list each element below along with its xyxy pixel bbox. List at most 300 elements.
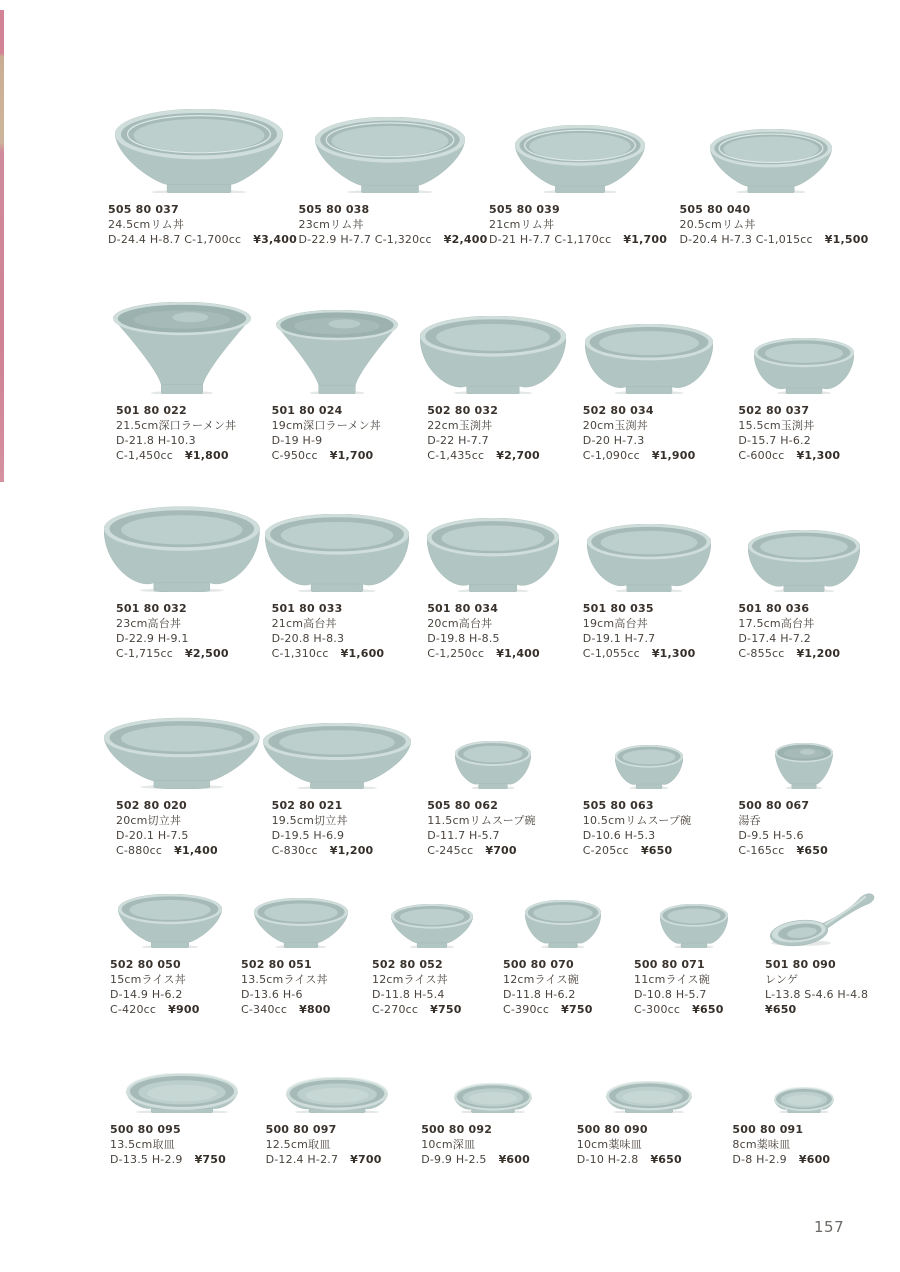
product-price: ¥600 [798, 1153, 831, 1166]
product-card [104, 105, 295, 247]
product-info-line [427, 843, 571, 858]
product-name: 20cm高台丼 [427, 617, 493, 630]
product-text [260, 601, 416, 661]
product-card [497, 878, 628, 1017]
product-price: ¥3,400 [253, 233, 297, 246]
product-info-line [266, 1152, 416, 1167]
product-info-line [272, 646, 416, 661]
product-info-line [272, 448, 416, 463]
page-number: 157 [814, 1218, 845, 1236]
product-photo-round [104, 502, 260, 592]
product-text [260, 403, 416, 463]
product-name: 19cm高台丼 [582, 617, 648, 630]
product-code-line [489, 202, 676, 217]
product-text [497, 957, 628, 1017]
product-info-line [427, 813, 571, 828]
product-spec: D-21.8 H-10.3 [116, 434, 196, 447]
product-info-line [272, 418, 416, 433]
product-code-line [503, 957, 628, 972]
product-name: 湯呑 [738, 814, 761, 827]
product-code-line [108, 202, 295, 217]
product-text [104, 798, 260, 858]
product-price: ¥700 [485, 844, 517, 857]
product-code: 505 80 063 [582, 799, 654, 812]
product-price: ¥1,900 [651, 449, 696, 462]
product-info-line [583, 418, 727, 433]
product-name: 8cm薬味皿 [732, 1138, 791, 1151]
product-code-line [266, 1122, 416, 1137]
product-spec: D-9.5 H-5.6 [738, 829, 804, 842]
product-spec: D-20.8 H-8.3 [271, 632, 345, 645]
product-price: ¥750 [430, 1003, 462, 1016]
product-photo-flare [260, 298, 416, 394]
product-info-line [241, 972, 366, 987]
product-spec: C-245cc [427, 844, 474, 857]
product-spec: D-21 H-7.7 C-1,170cc [489, 233, 612, 246]
product-info-line [765, 972, 890, 987]
product-code-line [427, 798, 571, 813]
product-spec: D-12.4 H-2.7 [265, 1153, 339, 1166]
product-info-line [299, 232, 486, 247]
product-card [571, 711, 727, 858]
product-text [415, 1122, 571, 1167]
product-card [485, 105, 676, 247]
product-name: レンゲ [765, 973, 799, 986]
product-name: 10cm深皿 [421, 1138, 476, 1151]
product-info-line [116, 616, 260, 631]
product-photo-flare [104, 298, 260, 394]
product-info-line [427, 828, 571, 843]
product-code-line [427, 601, 571, 616]
product-card [628, 878, 759, 1017]
product-code: 501 80 035 [582, 602, 654, 615]
product-info-line [266, 1137, 416, 1152]
product-name: 12cmライス碗 [503, 973, 579, 986]
product-code: 500 80 091 [732, 1123, 804, 1136]
product-name: 19cm深口ラーメン丼 [271, 419, 382, 432]
product-text [676, 202, 867, 247]
product-price: ¥1,700 [623, 233, 668, 246]
product-card [571, 1061, 727, 1167]
product-text [366, 957, 497, 1017]
product-photo-low [366, 878, 497, 948]
product-info-line [241, 1002, 366, 1017]
product-code: 505 80 037 [108, 203, 179, 216]
product-spec: D-14.9 H-6.2 [110, 988, 183, 1001]
product-card [235, 878, 366, 1017]
product-info-line [680, 217, 867, 232]
product-spec: C-270cc [372, 1003, 419, 1016]
product-price: ¥800 [299, 1003, 331, 1016]
product-code-line [116, 403, 260, 418]
product-info-line [116, 631, 260, 646]
product-code: 505 80 039 [489, 203, 560, 216]
product-price: ¥650 [796, 844, 828, 857]
product-card [571, 298, 727, 463]
product-text [415, 403, 571, 463]
product-code-line [583, 798, 727, 813]
product-name: 20cm切立丼 [116, 814, 182, 827]
product-info-line [738, 828, 882, 843]
product-code-line [583, 601, 727, 616]
product-photo-low [104, 878, 235, 948]
product-spec: C-1,055cc [582, 647, 640, 660]
product-code-line [272, 601, 416, 616]
product-card [104, 1061, 260, 1167]
product-name: 20.5cmリム丼 [679, 218, 756, 231]
product-text [104, 957, 235, 1017]
product-card [726, 298, 882, 463]
product-photo-low [235, 878, 366, 948]
product-name: 11cmライス碗 [634, 973, 710, 986]
product-info-line [680, 232, 867, 247]
product-photo-plate [260, 1061, 416, 1113]
product-info-line [583, 616, 727, 631]
product-info-line [489, 217, 676, 232]
product-price: ¥900 [168, 1003, 200, 1016]
product-info-line [110, 1152, 260, 1167]
product-photo-round [260, 502, 416, 592]
product-price: ¥1,800 [185, 449, 229, 462]
product-spec: C-1,435cc [427, 449, 485, 462]
product-name: 21cm高台丼 [271, 617, 337, 630]
product-card [104, 711, 260, 858]
product-price: ¥750 [561, 1003, 593, 1016]
product-code: 502 80 032 [427, 404, 499, 417]
product-code-line [421, 1122, 571, 1137]
product-info-line [421, 1152, 571, 1167]
product-code-line [241, 957, 366, 972]
product-spec: D-11.7 H-5.7 [427, 829, 500, 842]
product-card [415, 711, 571, 858]
product-text [485, 202, 676, 247]
product-photo-small [415, 711, 571, 789]
product-info-line [372, 1002, 497, 1017]
product-code-line [110, 957, 235, 972]
product-code: 502 80 052 [372, 958, 443, 971]
product-spec: D-8 H-2.9 [732, 1153, 787, 1166]
product-info-line [738, 631, 882, 646]
product-info-line [503, 1002, 628, 1017]
product-info-line [577, 1152, 727, 1167]
product-photo-plate [415, 1061, 571, 1113]
product-price: ¥1,400 [496, 647, 540, 660]
product-card [759, 878, 890, 1017]
product-code-line [738, 403, 882, 418]
product-text [571, 798, 727, 858]
product-spec: D-24.4 H-8.7 C-1,700cc [108, 233, 242, 246]
product-name: 21.5cm深口ラーメン丼 [116, 419, 237, 432]
product-price: ¥650 [765, 1003, 797, 1016]
product-spec: C-1,715cc [116, 647, 174, 660]
product-spec: C-165cc [738, 844, 785, 857]
product-name: 23cm高台丼 [116, 617, 182, 630]
product-photo-small [497, 878, 628, 948]
product-card [415, 298, 571, 463]
product-code: 500 80 070 [503, 958, 574, 971]
product-code-line [583, 403, 727, 418]
product-name: 19.5cm切立丼 [271, 814, 348, 827]
product-spec: D-19 H-9 [271, 434, 323, 447]
product-text [415, 601, 571, 661]
product-info-line [272, 631, 416, 646]
product-photo-small [571, 711, 727, 789]
product-info-line [583, 646, 727, 661]
product-spec: D-19.1 H-7.7 [582, 632, 656, 645]
product-price: ¥2,500 [185, 647, 229, 660]
product-spec: D-10.8 H-5.7 [634, 988, 707, 1001]
product-code: 502 80 050 [110, 958, 181, 971]
product-code: 500 80 067 [738, 799, 810, 812]
product-code-line [738, 798, 882, 813]
product-card [415, 502, 571, 661]
product-code-line [738, 601, 882, 616]
product-photo-rim [676, 105, 867, 193]
product-text [571, 403, 727, 463]
product-code-line [272, 403, 416, 418]
product-card [726, 1061, 882, 1167]
product-code: 505 80 038 [298, 203, 370, 216]
product-spec: C-950cc [271, 449, 318, 462]
product-text [726, 601, 882, 661]
product-info-line [503, 987, 628, 1002]
product-price: ¥650 [640, 844, 673, 857]
product-card [676, 105, 867, 247]
product-price: ¥600 [498, 1153, 530, 1166]
product-spec: D-10 H-2.8 [576, 1153, 639, 1166]
product-info-line [765, 987, 890, 1002]
product-text [628, 957, 759, 1017]
product-info-line [116, 813, 260, 828]
product-code: 501 80 033 [271, 602, 343, 615]
product-card [295, 105, 486, 247]
product-code-line [634, 957, 759, 972]
product-name: 23cmリム丼 [298, 218, 364, 231]
product-photo-plate [726, 1061, 882, 1113]
product-info-line [116, 448, 260, 463]
product-spec: C-600cc [738, 449, 785, 462]
product-info-line [427, 448, 571, 463]
product-spec: D-20.1 H-7.5 [116, 829, 189, 842]
product-photo-rim [485, 105, 676, 193]
product-text [726, 403, 882, 463]
product-text [295, 202, 486, 247]
product-code: 502 80 021 [271, 799, 343, 812]
product-card [571, 502, 727, 661]
product-price: ¥1,200 [796, 647, 841, 660]
product-photo-low [260, 711, 416, 789]
product-info-line [738, 433, 882, 448]
product-spec: D-11.8 H-6.2 [503, 988, 576, 1001]
product-spec: C-880cc [116, 844, 163, 857]
product-text [415, 798, 571, 858]
product-info-line [503, 972, 628, 987]
product-code-line [765, 957, 890, 972]
product-spec: D-20 H-7.3 [582, 434, 645, 447]
product-code-line [732, 1122, 882, 1137]
product-text [726, 1122, 882, 1167]
product-name: 22cm玉渕丼 [427, 419, 493, 432]
product-photo-round [415, 502, 571, 592]
product-price: ¥650 [650, 1153, 682, 1166]
product-info-line [116, 433, 260, 448]
product-card [260, 502, 416, 661]
product-code: 502 80 037 [738, 404, 810, 417]
product-info-line [272, 433, 416, 448]
product-price: ¥1,500 [824, 233, 869, 246]
product-text [104, 403, 260, 463]
product-code-line [372, 957, 497, 972]
product-price: ¥1,300 [796, 449, 841, 462]
product-text [260, 1122, 416, 1167]
product-info-line [634, 972, 759, 987]
product-photo-rim [104, 105, 295, 193]
product-spec: C-1,450cc [116, 449, 174, 462]
product-spec: C-390cc [503, 1003, 550, 1016]
product-catalog-grid [104, 0, 890, 1167]
product-price: ¥750 [194, 1153, 226, 1166]
product-name: 10cm薬味皿 [576, 1138, 642, 1151]
product-code-line [680, 202, 867, 217]
product-name: 11.5cmリムスープ碗 [427, 814, 536, 827]
product-code: 500 80 095 [110, 1123, 181, 1136]
product-text [104, 1122, 260, 1167]
product-code: 500 80 097 [265, 1123, 337, 1136]
product-info-line [427, 433, 571, 448]
product-spec: C-1,310cc [271, 647, 329, 660]
product-info-line [738, 418, 882, 433]
product-text [726, 798, 882, 858]
product-price: ¥1,300 [651, 647, 696, 660]
product-info-line [583, 631, 727, 646]
product-info-line [583, 828, 727, 843]
product-text [260, 798, 416, 858]
product-code: 500 80 071 [634, 958, 705, 971]
product-code: 501 80 034 [427, 602, 499, 615]
product-photo-low [104, 711, 260, 789]
product-spec: D-19.5 H-6.9 [271, 829, 345, 842]
product-text [571, 601, 727, 661]
product-photo-plate [571, 1061, 727, 1113]
product-info-line [738, 448, 882, 463]
product-text [571, 1122, 727, 1167]
product-spec: C-1,250cc [427, 647, 485, 660]
product-info-line [116, 843, 260, 858]
product-info-line [738, 843, 882, 858]
product-info-line [110, 987, 235, 1002]
product-name: 13.5cmライス丼 [241, 973, 328, 986]
product-info-line [732, 1137, 882, 1152]
product-info-line [108, 217, 295, 232]
product-code: 505 80 062 [427, 799, 499, 812]
product-name: 24.5cmリム丼 [108, 218, 185, 231]
product-price: ¥2,700 [496, 449, 540, 462]
product-code-line [116, 601, 260, 616]
product-card [366, 878, 497, 1017]
product-name: 20cm玉渕丼 [582, 419, 648, 432]
product-price: ¥1,600 [340, 647, 385, 660]
product-spec: D-22 H-7.7 [427, 434, 489, 447]
product-card [104, 298, 260, 463]
product-row [104, 878, 890, 1017]
product-info-line [583, 813, 727, 828]
product-spec: D-22.9 H-9.1 [116, 632, 189, 645]
product-spec: C-1,090cc [582, 449, 640, 462]
product-price: ¥700 [350, 1153, 382, 1166]
product-code: 501 80 032 [116, 602, 187, 615]
product-code-line [427, 403, 571, 418]
product-spec: D-22.9 H-7.7 C-1,320cc [298, 233, 432, 246]
product-info-line [427, 418, 571, 433]
product-photo-round [571, 502, 727, 592]
product-spec: D-19.8 H-8.5 [427, 632, 500, 645]
product-info-line [116, 418, 260, 433]
product-spec: D-11.8 H-5.4 [372, 988, 445, 1001]
product-info-line [116, 828, 260, 843]
product-name: 12cmライス丼 [372, 973, 448, 986]
product-photo-cup [726, 711, 882, 789]
product-code-line [299, 202, 486, 217]
product-text [104, 202, 295, 247]
product-info-line [110, 1137, 260, 1152]
product-code: 501 80 090 [765, 958, 836, 971]
product-code: 505 80 040 [679, 203, 751, 216]
product-code: 501 80 036 [738, 602, 810, 615]
product-text [235, 957, 366, 1017]
product-name: 12.5cm取皿 [265, 1138, 331, 1151]
product-code: 501 80 024 [271, 404, 343, 417]
product-card [104, 878, 235, 1017]
product-info-line [634, 987, 759, 1002]
product-spec: D-15.7 H-6.2 [738, 434, 811, 447]
product-spec: D-9.9 H-2.5 [421, 1153, 487, 1166]
product-card [260, 1061, 416, 1167]
product-card [415, 1061, 571, 1167]
product-row [104, 502, 882, 661]
product-name: 15cmライス丼 [110, 973, 186, 986]
product-info-line [421, 1137, 571, 1152]
product-spec: C-855cc [738, 647, 785, 660]
product-info-line [110, 972, 235, 987]
product-row [104, 105, 869, 247]
product-spec: L-13.8 S-4.6 H-4.8 [765, 988, 869, 1001]
product-card [726, 711, 882, 858]
product-price: ¥2,400 [443, 233, 488, 246]
product-name: 13.5cm取皿 [110, 1138, 175, 1151]
product-spec: C-300cc [634, 1003, 681, 1016]
product-card [260, 711, 416, 858]
product-text [759, 957, 890, 1017]
product-info-line [299, 217, 486, 232]
product-spec: C-205cc [582, 844, 629, 857]
product-photo-round [726, 502, 882, 592]
product-info-line [583, 433, 727, 448]
product-photo-plate [104, 1061, 260, 1113]
product-code-line [577, 1122, 727, 1137]
product-price: ¥650 [692, 1003, 724, 1016]
product-info-line [765, 1002, 890, 1017]
product-code: 502 80 020 [116, 799, 187, 812]
product-card [726, 502, 882, 661]
product-code: 501 80 022 [116, 404, 187, 417]
product-info-line [577, 1137, 727, 1152]
product-info-line [372, 972, 497, 987]
product-spec: C-340cc [241, 1003, 288, 1016]
product-spec: C-420cc [110, 1003, 157, 1016]
product-code: 502 80 034 [582, 404, 654, 417]
product-info-line [110, 1002, 235, 1017]
product-info-line [272, 843, 416, 858]
